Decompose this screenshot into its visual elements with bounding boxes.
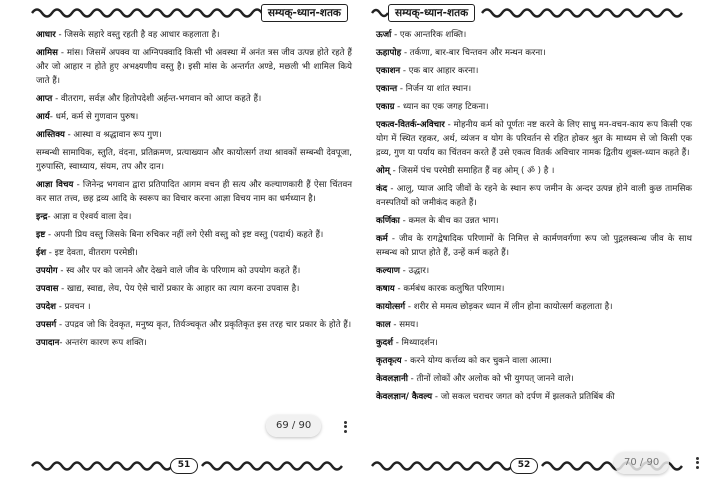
entry-term: काल xyxy=(376,320,391,330)
page-number: 52 xyxy=(510,458,538,474)
page-header xyxy=(30,4,348,22)
entry-term: उपवास xyxy=(36,284,59,294)
entry-term: कृतकृत्य xyxy=(376,356,402,366)
entry-term: एकाग्र xyxy=(376,102,395,112)
glossary-entry xyxy=(36,178,352,206)
more-options-icon[interactable] xyxy=(338,416,352,438)
left-page xyxy=(30,0,352,481)
entry-definition: - उपद्रव जो कि देवकृत, मनुष्य कृत, तिर्यञ्चकृत और प्रकृतिकृत इस तरह चार प्रकार के होते हैं। xyxy=(56,320,352,330)
header-title: सम्यक्-ध्यान-शतक xyxy=(261,4,348,22)
page-footer xyxy=(30,455,348,477)
glossary-entry xyxy=(376,318,692,332)
entry-term: आमिस xyxy=(36,48,58,58)
entry-definition: - खाद्य, स्वाद्य, लेय, पेय ऐसे चारों प्रकार के आहार का त्याग करना उपवास है। xyxy=(58,284,300,294)
entry-term: एकाशन xyxy=(376,66,401,76)
entry-definition: - अन्तरंग कारण रूप शक्ति। xyxy=(59,338,147,348)
entry-term: आज्ञा विचय xyxy=(36,180,74,190)
entry-term: उपादान xyxy=(36,338,60,348)
glossary-list xyxy=(36,28,352,354)
entry-definition: - मिथ्यादर्शन। xyxy=(393,338,438,348)
header-wave-ornament xyxy=(30,4,270,22)
glossary-entry xyxy=(36,300,352,314)
entry-term: कर्म xyxy=(376,234,388,244)
entry-term: ईश xyxy=(36,248,47,258)
entry-term: एकत्व-वितर्क-अविचार xyxy=(376,120,445,130)
glossary-entry xyxy=(36,336,352,350)
glossary-entry xyxy=(36,28,352,42)
entry-definition: - आज्ञा व ऐश्वर्य वाला देव। xyxy=(47,212,132,222)
entry-term: उपयोग xyxy=(36,266,58,276)
entry-definition: - कर्मबंध कारक कलुषित परिणाम। xyxy=(394,284,505,294)
entry-term: उपदेश xyxy=(36,302,56,312)
entry-definition: - समय। xyxy=(390,320,419,330)
entry-definition: - जिनेन्द्र भगवान द्वारा प्रतिपादित आगम वचन ही सत्य और कल्याणकारी हैं ऐसा चिंतवन कर सात तत्त्व, छह द्रव्य आदि के स्वरूप का विचार करना आज्ञा विचय नाम का धर्मध्यान है। xyxy=(36,180,352,204)
entry-definition: - ध्यान का एक जगह टिकना। xyxy=(394,102,489,112)
glossary-entry xyxy=(36,228,352,242)
entry-definition: - एक आन्तरिक शक्ति। xyxy=(391,30,467,40)
entry-definition: - स्व और पर को जानने और देखने वाले जीव के परिणाम को उपयोग कहते हैं। xyxy=(57,266,301,276)
page-number: 51 xyxy=(170,458,198,474)
glossary-entry xyxy=(36,46,352,88)
entry-definition: - तर्कणा, बार-बार चिन्तवन और मन्थन करना। xyxy=(401,48,546,58)
entry-term: ऊर्जा xyxy=(376,30,392,40)
glossary-entry xyxy=(36,146,352,174)
glossary-entry xyxy=(36,282,352,296)
glossary-entry xyxy=(376,64,692,78)
glossary-entry xyxy=(376,182,692,210)
entry-term: केवलज्ञानी xyxy=(376,374,408,384)
entry-term: केवलज्ञान/ कैवल्य xyxy=(376,392,433,402)
entry-definition: - प्रवचन । xyxy=(56,302,91,312)
glossary-entry xyxy=(376,372,692,386)
right-page xyxy=(370,0,692,481)
entry-definition: - वीतराग, सर्वज्ञ और हितोपदेशी अर्हन्त-भगवान को आप्त कहते हैं। xyxy=(52,94,262,104)
entry-term: आस्तिक्य xyxy=(36,130,65,140)
glossary-entry xyxy=(36,128,352,142)
glossary-entry xyxy=(376,336,692,350)
page-indicator-badge[interactable]: 69 / 90 xyxy=(266,415,321,437)
entry-definition: - धर्म, कर्म से गुणवान पुरुष। xyxy=(49,112,139,122)
entry-term: कायोत्सर्ग xyxy=(376,302,406,312)
entry-definition: - जिसके सहारे वस्तु रहती है वह आधार कहलाता है। xyxy=(55,30,220,40)
glossary-entry xyxy=(376,100,692,114)
entry-definition: - अपनी प्रिय वस्तु जिसके बिना रुचिकर नहीं लगे ऐसी वस्तु को इष्ट वस्तु (पदार्थ) कहते हैं। xyxy=(45,230,324,240)
entry-definition: सम्बन्धी सामायिक, स्तुति, वंदना, प्रतिक्रमण, प्रत्याख्यान और कायोत्सर्ग तथा श्रावकों सम्बन्धी देवपूजा, गुरुपास्ति, स्वाध्याय, संयम, तप और दान। xyxy=(36,148,352,172)
entry-definition: - एक बार आहार करना। xyxy=(400,66,479,76)
glossary-entry xyxy=(36,210,352,224)
glossary-entry xyxy=(376,82,692,96)
glossary-entry xyxy=(376,214,692,228)
entry-definition: - उद्धार। xyxy=(399,266,430,276)
glossary-entry xyxy=(376,232,692,260)
glossary-entry xyxy=(36,264,352,278)
entry-term: इन्द्र xyxy=(36,212,48,222)
entry-term: कषाय xyxy=(376,284,395,294)
header-title: सम्यक्-ध्यान-शतक xyxy=(388,4,475,22)
entry-term: आधार xyxy=(36,30,56,40)
entry-definition: - इष्ट देवता, वीतराग परमेष्ठी। xyxy=(46,248,138,258)
entry-term: ऊहापोह xyxy=(376,48,402,58)
glossary-entry xyxy=(376,28,692,42)
glossary-entry xyxy=(376,118,692,160)
glossary-entry xyxy=(376,264,692,278)
glossary-entry xyxy=(36,246,352,260)
entry-definition: - शरीर से ममत्व छोड़कर ध्यान में लीन होना कायोत्सर्ग कहलाता है। xyxy=(405,302,613,312)
glossary-entry xyxy=(376,46,692,60)
entry-definition: - कमल के बीच का उन्नत भाग। xyxy=(399,216,499,226)
entry-term: कंद xyxy=(376,184,388,194)
entry-term: ओम् xyxy=(376,166,390,176)
page-header xyxy=(370,4,688,22)
entry-definition: - जिसमें पंच परमेष्ठी समाहित हैं वह ओम् ( ॐ ) है । xyxy=(389,166,555,176)
entry-term: उपसर्ग xyxy=(36,320,57,330)
entry-term: कल्याण xyxy=(376,266,400,276)
entry-definition: - आलु, प्याज आदि जीवों के रहने के स्थान रूप जमीन के अन्दर उत्पन्न होने वाली कुछ तामसिक वनस्पतियों को जमीकंद कहते हैं। xyxy=(376,184,692,208)
glossary-entry xyxy=(376,282,692,296)
entry-definition: - मांस। जिसमें अपक्व या अग्निपक्वादि किसी भी अवस्था में अनंत त्रस जीव उत्पन्न होते रहते हैं और जो आहार न होते हुए अभक्ष्यणीय वस्तु है। इसी मांस के अन्तर्गत अण्डे, मछली भी शामिल किये जाते हैं। xyxy=(36,48,352,86)
entry-definition: - करने योग्य कर्त्तव्य को कर चुकने वाला आत्मा। xyxy=(401,356,552,366)
glossary-entry xyxy=(376,354,692,368)
entry-term: कुदर्श xyxy=(376,338,394,348)
entry-definition: - तीनों लोकों और अलोक को भी युगपत् जानने वाले। xyxy=(407,374,574,384)
entry-definition: - निर्जन या शांत स्थान। xyxy=(397,84,472,94)
glossary-entry xyxy=(36,318,352,332)
entry-definition: - जो सकल चराचर जगत को दर्पण में झलकते प्रतिबिंब की xyxy=(432,392,615,402)
glossary-entry xyxy=(376,164,692,178)
glossary-entry xyxy=(376,300,692,314)
entry-definition: - जीव के रागद्वेषादिक परिणामों के निमित्त से कार्मणवर्गणा रूप जो पुद्गलस्कन्ध जीव के साथ सम्बन्ध को प्राप्त होते हैं, उन्हें कर्म कहते हैं। xyxy=(376,234,692,258)
entry-term: एकान्त xyxy=(376,84,398,94)
entry-term: आर्य xyxy=(36,112,50,122)
glossary-entry xyxy=(36,92,352,106)
page-indicator-badge[interactable]: 70 / 90 xyxy=(614,452,669,474)
glossary-entry xyxy=(376,390,692,404)
glossary-entry xyxy=(36,110,352,124)
entry-term: आप्त xyxy=(36,94,53,104)
entry-definition: - आस्था व श्रद्धावान रूप गुण। xyxy=(64,130,162,140)
entry-definition: - मोहनीय कर्म को पूर्णतः नष्ट करने के लिए साधु मन-वचन-काय रूप किसी एक योग में स्थित रहकर, अर्थ, व्यंजन व योग के परिवर्तन से रहित होकर श्रुत के माध्यम से जो किसी एक द्रव्य, गुण या पर्याय का चिंतवन करते हैं उसे एकत्व वितर्क अविचार नामक द्वितीय शुक्ल-ध्यान कहते हैं। xyxy=(376,120,692,158)
entry-term: इष्ट xyxy=(36,230,46,240)
more-options-icon[interactable] xyxy=(690,452,704,474)
glossary-list xyxy=(376,28,692,408)
entry-term: कर्णिका xyxy=(376,216,400,226)
